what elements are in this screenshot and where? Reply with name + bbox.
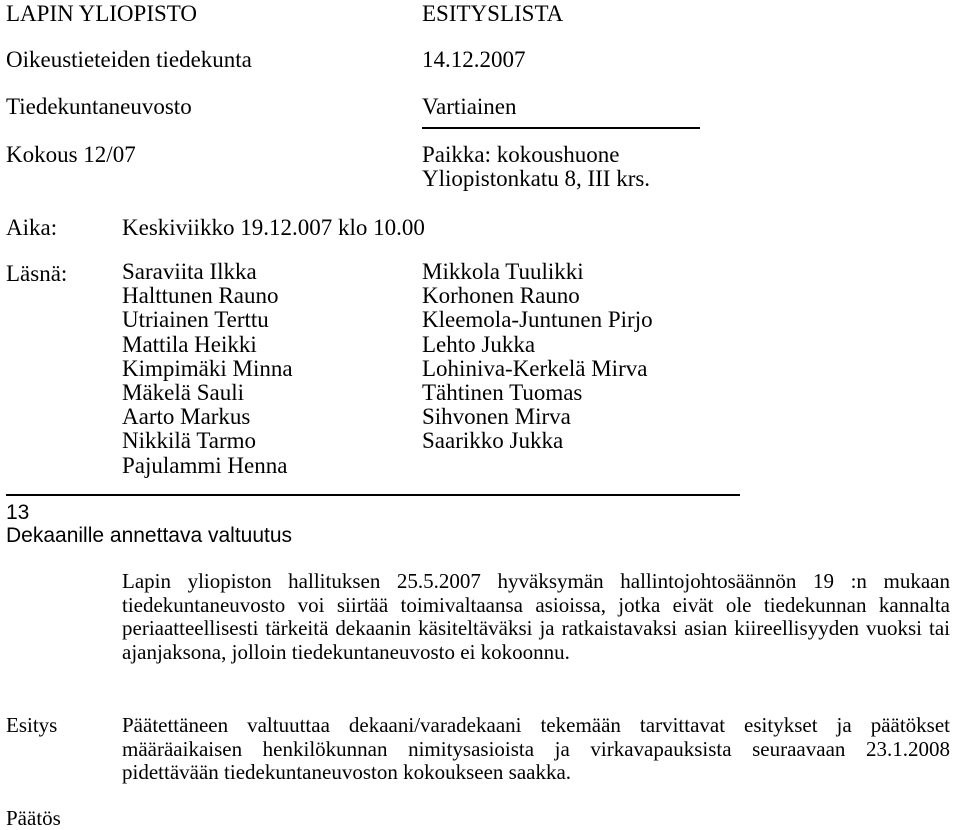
attendee: Mäkelä Sauli [122, 380, 244, 406]
document-type: ESITYSLISTA [422, 1, 564, 26]
attendee: Saarikko Jukka [422, 428, 564, 454]
time-value: Keskiviikko 19.12.007 klo 10.00 [122, 215, 425, 240]
item-number: 13 [6, 501, 30, 524]
attendee: Mikkola Tuulikki [422, 259, 584, 284]
attendee: Utriainen Terttu [122, 307, 269, 333]
header-divider [422, 127, 700, 129]
attendees-left-column [122, 260, 293, 478]
attendee: Mattila Heikki [122, 331, 257, 357]
document-date: 14.12.2007 [422, 47, 526, 72]
attendee: Nikkilä Tarmo [122, 428, 257, 454]
time-label: Aika: [6, 215, 58, 240]
proposal-label: Esitys [6, 713, 58, 737]
organization-name: LAPIN YLIOPISTO [6, 1, 198, 26]
governing-body: Tiedekuntaneuvosto [6, 94, 192, 119]
attendees-label: Läsnä: [6, 261, 68, 286]
attendee: Kleemola-Juntunen Pirjo [422, 307, 653, 333]
attendees-right-column [422, 260, 653, 454]
meeting-place: Paikka: kokoushuone [422, 142, 620, 167]
attendee: Sihvonen Mirva [422, 404, 571, 430]
item-body: Lapin yliopiston hallituksen 25.5.2007 hyväksymän hallintojohtosäännön 19 :n mukaan tiedekuntaneuvosto voi siirtää toimivaltaansa asioissa, jotka eivät ole tiedekunnan kannalta periaatteellisesti tärkeitä dekaanin käsiteltäväksi ja ratkaistavaksi asian kiireellisyyden vuoksi tai ajanjaksona, jolloin tiedekuntaneuvosto ei kokoonnu. [122, 569, 950, 664]
meeting-number: Kokous 12/07 [6, 142, 136, 167]
attendee: Korhonen Rauno [422, 283, 580, 309]
attendee: Pajulammi Henna [122, 452, 288, 478]
author-name: Vartiainen [422, 94, 517, 119]
faculty-name: Oikeustieteiden tiedekunta [6, 47, 252, 72]
meeting-address: Yliopistonkatu 8, III krs. [422, 166, 651, 191]
item-title: Dekaanille annettava valtuutus [6, 524, 293, 547]
attendee: Lohiniva-Kerkelä Mirva [422, 355, 648, 381]
section-divider [6, 494, 740, 496]
decision-label: Päätös [6, 806, 61, 830]
attendee: Tähtinen Tuomas [422, 380, 583, 406]
attendee: Saraviita Ilkka [122, 259, 257, 284]
attendee: Lehto Jukka [422, 331, 536, 357]
attendee: Halttunen Rauno [122, 283, 279, 309]
attendee: Kimpimäki Minna [122, 355, 293, 381]
proposal-text: Päätettäneen valtuuttaa dekaani/varadekaani tekemään tarvittavat esitykset ja päätökset määräaikaisen henkilökunnan nimitysasioista ja virkavapauksista seuraavaan 23.1.2008 pidettävään tiedekuntaneuvoston kokoukseen saakka. [122, 713, 950, 784]
attendee: Aarto Markus [122, 404, 251, 430]
